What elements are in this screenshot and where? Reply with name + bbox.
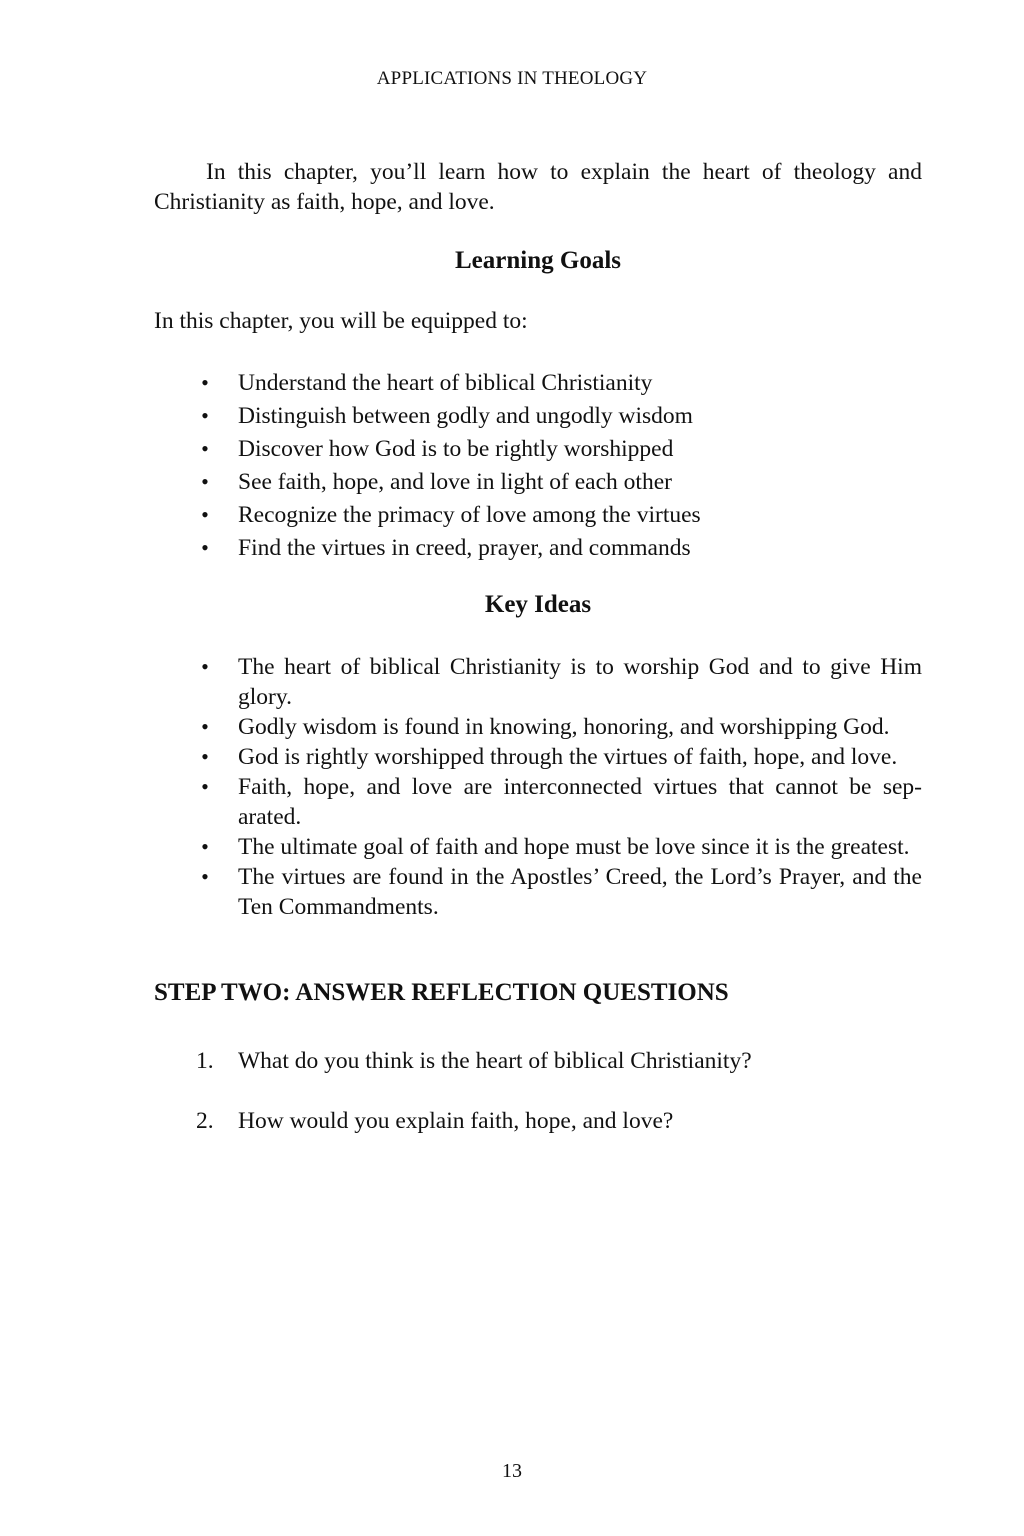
bullet-icon: •: [201, 370, 209, 395]
list-item-text: God is rightly worshipped through the virtues of faith, hope, and love.: [238, 744, 898, 770]
bullet-icon: •: [201, 714, 209, 739]
list-item: [154, 467, 922, 497]
key-ideas-list: [154, 652, 922, 922]
list-item: [154, 500, 922, 530]
list-item-text: Godly wisdom is found in knowing, honoring, and worshipping God.: [238, 714, 890, 740]
list-item-text: The ultimate goal of faith and hope must be love since it is the greatest.: [238, 834, 910, 860]
bullet-icon: •: [201, 535, 209, 560]
page-content: [154, 157, 922, 1166]
page-number: 13: [502, 1460, 522, 1482]
bullet-icon: •: [201, 469, 209, 494]
list-item-text: Faith, hope, and love are interconnected virtues that cannot be separated.: [238, 774, 922, 830]
bullet-icon: •: [201, 502, 209, 527]
list-item-text: Understand the heart of biblical Christianity: [238, 370, 653, 396]
list-item: [154, 832, 922, 862]
list-item: [154, 862, 922, 922]
bullet-icon: •: [201, 774, 209, 799]
list-item: [154, 742, 922, 772]
bullet-icon: •: [201, 654, 209, 679]
list-item: [154, 533, 922, 563]
bullet-icon: •: [201, 403, 209, 428]
question-number: 2.: [196, 1108, 214, 1134]
bullet-icon: •: [201, 864, 209, 889]
bullet-icon: •: [201, 436, 209, 461]
list-item-text: Discover how God is to be rightly worshipped: [238, 436, 674, 462]
list-item-text: The virtues are found in the Apostles’ Creed, the Lord’s Prayer, and the Ten Commandments.: [238, 864, 922, 920]
list-item-text: See faith, hope, and love in light of each other: [238, 469, 672, 495]
learning-goals-heading: Learning Goals: [455, 247, 621, 274]
question-text: What do you think is the heart of biblical Christianity?: [238, 1048, 752, 1074]
learning-goals-list: [154, 368, 922, 563]
learning-goals-lead: In this chapter, you will be equipped to:: [154, 308, 528, 334]
question-item: [154, 1046, 922, 1076]
list-item: [154, 401, 922, 431]
bullet-icon: •: [201, 744, 209, 769]
list-item-text: Find the virtues in creed, prayer, and commands: [238, 535, 691, 561]
bullet-icon: •: [201, 834, 209, 859]
list-item-text: Distinguish between godly and ungodly wisdom: [238, 403, 693, 429]
intro-paragraph: In this chapter, you’ll learn how to explain the heart of theology and Christianity as faith, hope, and love.: [154, 159, 922, 215]
list-item: [154, 772, 922, 832]
list-item: [154, 712, 922, 742]
key-ideas-heading: Key Ideas: [484, 591, 592, 618]
list-item: [154, 652, 922, 712]
running-head: APPLICATIONS IN THEOLOGY: [376, 68, 648, 89]
question-item: [154, 1106, 922, 1136]
question-number: 1.: [196, 1048, 214, 1074]
list-item: [154, 368, 922, 398]
list-item-text: The heart of biblical Christianity is to worship God and to give Him glory.: [238, 654, 922, 710]
question-text: How would you explain faith, hope, and love?: [238, 1108, 674, 1134]
list-item: [154, 434, 922, 464]
reflection-questions-list: [154, 1046, 922, 1136]
list-item-text: Recognize the primacy of love among the virtues: [238, 502, 701, 528]
step-two-heading: STEP TWO: ANSWER REFLECTION QUESTIONS: [154, 979, 729, 1006]
